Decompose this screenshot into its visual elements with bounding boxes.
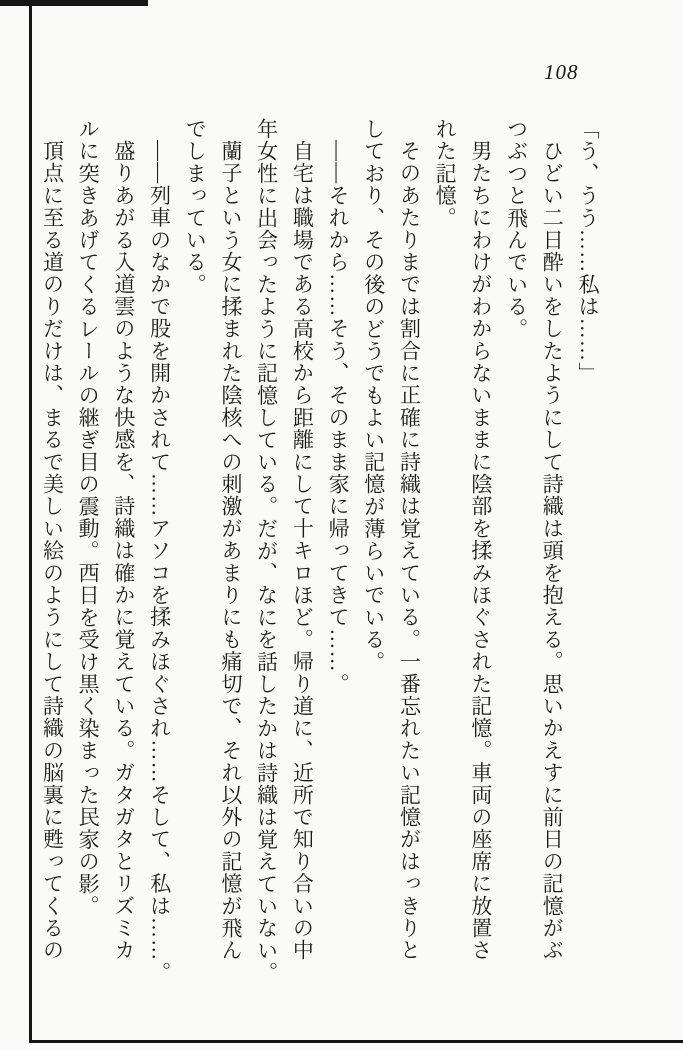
text-column: つぶつと飛んでいる。 [504,118,529,340]
text-column: れた記憶。 [433,118,458,229]
text-column: 自宅は職場である高校から距離にして十キロほど。帰り道に、近所で知り合いの中 [290,140,315,962]
text-column: しており、その後のどうでもよい記憶が薄らいでいる。 [361,118,386,673]
text-column: 「う、うう……私は……」 [576,118,600,385]
text-column: でしまっている。 [183,118,208,296]
text-column: 年女性に出会ったように記憶している。だが、なにを話したかは詩織は覚えていない。 [254,118,279,984]
text-column: そのあたりまでは割合に正確に詩織は覚えている。一番忘れたい記憶がはっきりと [397,140,422,962]
text-column: 頂点に至る道のりだけは、まるで美しい絵のようにして詩織の脳裏に甦ってくるの [40,140,65,962]
text-column: ひどい二日酔いをしたようにして詩織は頭を抱える。思いかえすに前日の記憶がぶ [540,140,565,962]
text-column: ――それから……そう、そのまま家に帰ってきて……。 [326,140,351,696]
text-column: ルに突きあげてくるレールの継ぎ目の震動。西日を受け黒く染まった民家の影。 [76,118,101,918]
page-number: 108 [544,60,579,84]
text-column: ――列車のなかで股を開かされて……アソコを揉みほぐされ……そして、私は……。 [147,140,172,984]
text-column: 男たちにわけがわからないままに陰部を揉みほぐされた記憶。車両の座席に放置さ [468,140,493,962]
text-column: 盛りあがる入道雲のような快感を、詩織は確かに覚えている。ガタガタとリズミカ [111,140,136,962]
vertical-text-block [33,118,605,994]
scan-edge-top-left [0,0,148,6]
scan-edge-bottom [29,1040,683,1043]
text-column: 蘭子という女に揉まれた陰核への刺激があまりにも痛切で、それ以外の記憶が飛ん [218,140,243,962]
scan-edge-left [29,0,32,1043]
